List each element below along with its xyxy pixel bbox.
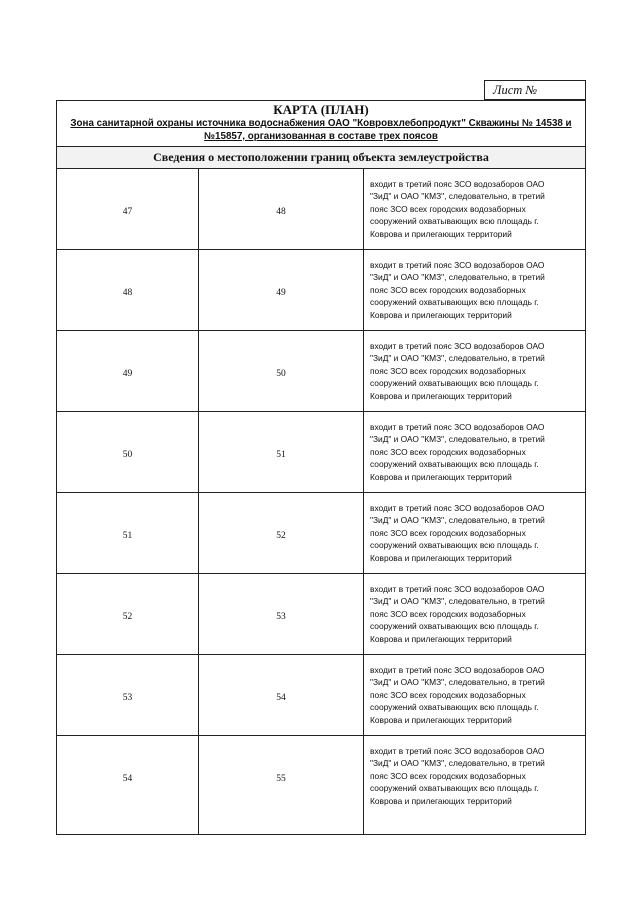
description-line: пояс ЗСО всех городских водозаборных bbox=[370, 770, 526, 781]
description-line: входит в третий пояс ЗСО водозаборов ОАО bbox=[370, 584, 545, 594]
table-row bbox=[57, 412, 585, 493]
description-cell bbox=[364, 574, 585, 654]
point-from: 53 bbox=[122, 693, 133, 703]
table-row bbox=[57, 250, 585, 331]
description-line: пояс ЗСО всех городских водозаборных bbox=[370, 203, 526, 214]
boundary-description bbox=[370, 502, 579, 564]
description-line: "ЗиД" и ОАО "КМЗ", следовательно, в третий bbox=[370, 191, 545, 202]
description-line: сооружений охватывающих всю площадь г. bbox=[370, 783, 539, 794]
point-from-cell bbox=[57, 736, 199, 835]
boundary-description bbox=[370, 664, 579, 726]
point-to-cell bbox=[199, 250, 364, 330]
point-to: 50 bbox=[276, 369, 286, 379]
table-row bbox=[57, 331, 585, 412]
point-to: 51 bbox=[276, 450, 286, 460]
point-to-cell bbox=[199, 412, 364, 492]
point-to-cell bbox=[199, 493, 364, 573]
description-line: Коврова и прилегающих территорий bbox=[370, 390, 512, 401]
description-line: сооружений охватывающих всю площадь г. bbox=[370, 378, 539, 389]
point-from-cell bbox=[57, 331, 199, 411]
description-line: "ЗиД" и ОАО "КМЗ", следовательно, в третий bbox=[370, 353, 545, 364]
description-line: Коврова и прилегающих территорий bbox=[370, 795, 512, 806]
description-line: пояс ЗСО всех городских водозаборных bbox=[370, 446, 526, 457]
description-cell bbox=[364, 493, 585, 573]
description-line: входит в третий пояс ЗСО водозаборов ОАО bbox=[370, 179, 545, 189]
description-cell bbox=[364, 736, 585, 835]
description-line: сооружений охватывающих всю площадь г. bbox=[370, 297, 539, 308]
point-from: 48 bbox=[122, 288, 133, 298]
point-from: 49 bbox=[122, 369, 133, 379]
description-line: "ЗиД" и ОАО "КМЗ", следовательно, в третий bbox=[370, 515, 545, 526]
description-line: сооружений охватывающих всю площадь г. bbox=[370, 459, 539, 470]
description-line: входит в третий пояс ЗСО водозаборов ОАО bbox=[370, 260, 545, 270]
point-from-cell bbox=[57, 412, 199, 492]
description-line: "ЗиД" и ОАО "КМЗ", следовательно, в третий bbox=[370, 434, 545, 445]
description-line: пояс ЗСО всех городских водозаборных bbox=[370, 527, 526, 538]
description-line: входит в третий пояс ЗСО водозаборов ОАО bbox=[370, 422, 545, 432]
description-line: Коврова и прилегающих территорий bbox=[370, 633, 512, 644]
point-to-cell bbox=[199, 655, 364, 735]
description-cell bbox=[364, 655, 585, 735]
description-line: "ЗиД" и ОАО "КМЗ", следовательно, в третий bbox=[370, 272, 545, 283]
description-line: Коврова и прилегающих территорий bbox=[370, 552, 512, 563]
boundary-description bbox=[370, 745, 579, 807]
boundary-description bbox=[370, 583, 579, 645]
description-line: Коврова и прилегающих территорий bbox=[370, 228, 512, 239]
description-cell bbox=[364, 412, 585, 492]
boundary-description bbox=[370, 340, 579, 402]
boundary-description bbox=[370, 259, 579, 321]
point-to-cell bbox=[199, 736, 364, 835]
description-cell bbox=[364, 169, 585, 249]
point-to: 48 bbox=[276, 207, 286, 217]
subtitle-line-1: Зона санитарной охраны источника водоснабжения ОАО "Ковровхлебопродукт" Скважины № 14538 и bbox=[70, 118, 572, 129]
sheet-number-label: Лист № bbox=[493, 83, 538, 97]
description-cell bbox=[364, 331, 585, 411]
point-to: 49 bbox=[276, 288, 286, 298]
description-line: Коврова и прилегающих территорий bbox=[370, 309, 512, 320]
document-subtitle bbox=[63, 117, 579, 143]
table-row bbox=[57, 493, 585, 574]
point-from-cell bbox=[57, 493, 199, 573]
sheet-number-box bbox=[484, 80, 586, 100]
description-line: входит в третий пояс ЗСО водозаборов ОАО bbox=[370, 341, 545, 351]
table-row bbox=[57, 574, 585, 655]
description-line: входит в третий пояс ЗСО водозаборов ОАО bbox=[370, 503, 545, 513]
document-header bbox=[57, 101, 585, 147]
table-row bbox=[57, 655, 585, 736]
description-line: сооружений охватывающих всю площадь г. bbox=[370, 540, 539, 551]
document-title: КАРТА (ПЛАН) bbox=[273, 102, 369, 117]
point-to-cell bbox=[199, 169, 364, 249]
point-from-cell bbox=[57, 655, 199, 735]
point-to-cell bbox=[199, 331, 364, 411]
point-to: 54 bbox=[276, 693, 286, 703]
point-to-cell bbox=[199, 574, 364, 654]
description-line: пояс ЗСО всех городских водозаборных bbox=[370, 284, 526, 295]
point-to: 55 bbox=[276, 774, 286, 784]
point-from-cell bbox=[57, 169, 199, 249]
description-line: "ЗиД" и ОАО "КМЗ", следовательно, в третий bbox=[370, 596, 545, 607]
description-line: Коврова и прилегающих территорий bbox=[370, 471, 512, 482]
point-to: 52 bbox=[276, 531, 286, 541]
description-line: сооружений охватывающих всю площадь г. bbox=[370, 702, 539, 713]
description-line: сооружений охватывающих всю площадь г. bbox=[370, 621, 539, 632]
table-row bbox=[57, 736, 585, 835]
point-from: 50 bbox=[122, 450, 133, 460]
description-line: "ЗиД" и ОАО "КМЗ", следовательно, в третий bbox=[370, 758, 545, 769]
description-line: пояс ЗСО всех городских водозаборных bbox=[370, 689, 526, 700]
point-from: 47 bbox=[122, 207, 133, 217]
boundary-description bbox=[370, 178, 579, 240]
description-line: Коврова и прилегающих территорий bbox=[370, 714, 512, 725]
boundary-description bbox=[370, 421, 579, 483]
table-row bbox=[57, 169, 585, 250]
description-line: входит в третий пояс ЗСО водозаборов ОАО bbox=[370, 665, 545, 675]
point-from-cell bbox=[57, 574, 199, 654]
point-to: 53 bbox=[276, 612, 286, 622]
description-line: входит в третий пояс ЗСО водозаборов ОАО bbox=[370, 746, 545, 756]
boundary-table bbox=[57, 169, 585, 835]
subtitle-line-2: №15857, организованная в составе трех поясов bbox=[204, 131, 438, 142]
point-from: 51 bbox=[122, 531, 133, 541]
description-line: сооружений охватывающих всю площадь г. bbox=[370, 216, 539, 227]
description-cell bbox=[364, 250, 585, 330]
description-line: "ЗиД" и ОАО "КМЗ", следовательно, в третий bbox=[370, 677, 545, 688]
description-line: пояс ЗСО всех городских водозаборных bbox=[370, 608, 526, 619]
document-frame bbox=[56, 100, 586, 835]
point-from: 54 bbox=[122, 774, 133, 784]
point-from-cell bbox=[57, 250, 199, 330]
section-heading: Сведения о местоположении границ объекта землеустройства bbox=[57, 147, 585, 169]
point-from: 52 bbox=[122, 612, 133, 622]
description-line: пояс ЗСО всех городских водозаборных bbox=[370, 365, 526, 376]
